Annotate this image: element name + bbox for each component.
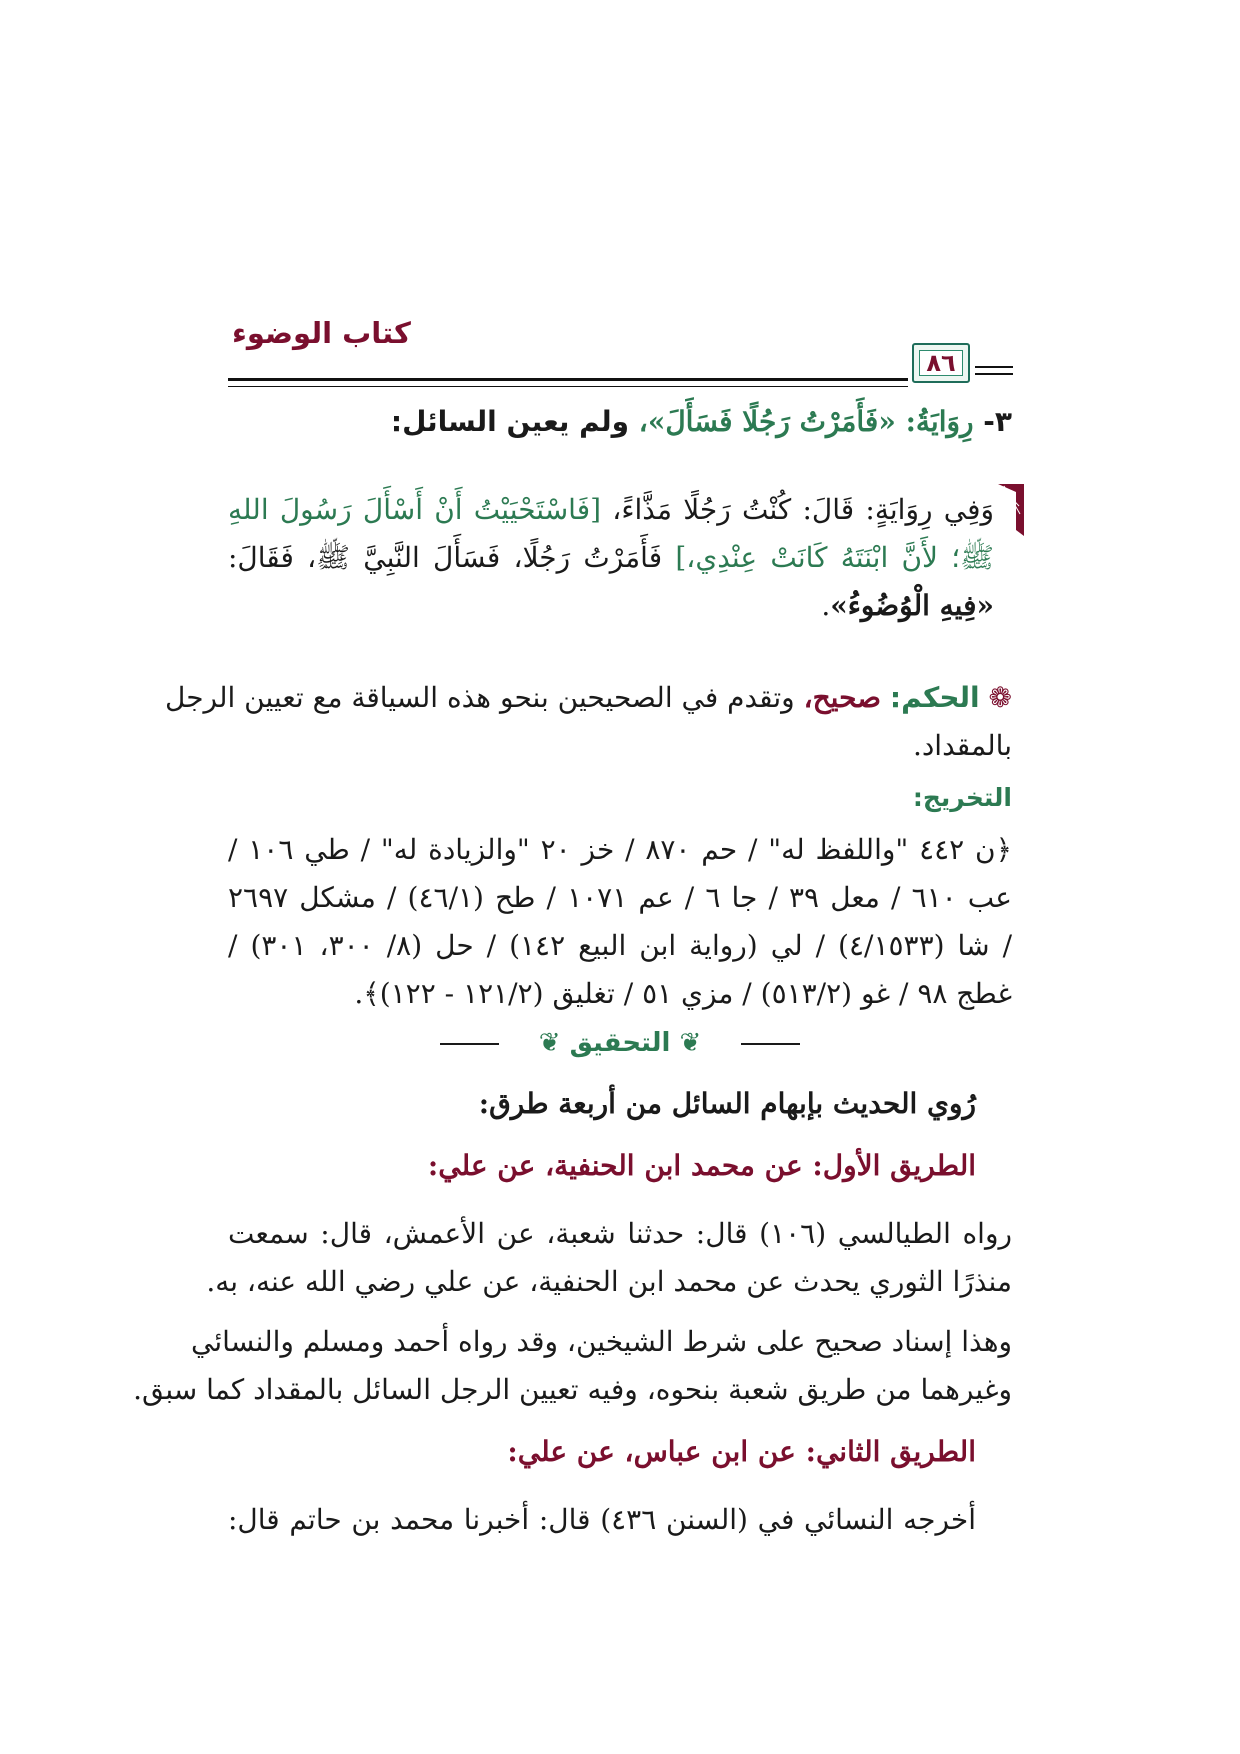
section-number: ٣- [983,405,1012,438]
ruling-text-2: بالمقداد. [912,729,1012,762]
section-title [391,400,1012,444]
takhrij-line-1: ﴿ن ٤٤٢ "واللفظ له" / حم ٨٧٠ / خز ٢٠ "والزيادة له" / طي ١٠٦ / [228,833,1012,866]
ruling-verdict: صحيح، [803,681,881,714]
section-title-rest: ولم يعين السائل: [390,405,630,438]
hadith-quote: «فِيهِ الْوُضُوءُ» [830,589,994,622]
ruling-label: الحكم: [889,681,980,714]
page-number: ٨٦ [919,350,963,376]
section-title-lead: رِوَايَةُ: [905,405,974,438]
tahqiq-intro: رُوي الحديث بإبهام السائل من أربعة طرق: [478,1087,976,1120]
header-rule-right [975,366,1013,368]
route1-para2-line1: وهذا إسناد صحيح على شرط الشيخين، وقد رواه أحمد ومسلم والنسائي [191,1325,1012,1358]
header-rule-right-2 [975,373,1013,375]
section-title-quote: «فَأَمَرْتُ رَجُلًا فَسَأَلَ»، [638,405,896,438]
corner-ornament-icon [998,484,1024,536]
hadith-line-2 [228,536,994,580]
hadith-intro: وَفِي رِوَايَةٍ: قَالَ: كُنْتُ رَجُلًا مَذَّاءً، [612,493,994,526]
header-rule-thin [228,386,908,387]
route1-heading: الطريق الأول: عن محمد ابن الحنفية، عن علي: [427,1149,976,1182]
ruling-line-1 [164,676,1012,720]
hadith-end: . [821,589,831,622]
hadith-insert-1: [فَاسْتَحْيَيْتُ أَنْ أَسْأَلَ رَسُولَ اللهِ [228,493,602,526]
takhrij-heading: التخريج: [912,783,1012,812]
route1-para2-line2: وغيرهما من طريق شعبة بنحوه، وفيه تعيين الرجل السائل بالمقداد كما سبق. [133,1373,1012,1406]
route2-heading: الطريق الثاني: عن ابن عباس، عن علي: [507,1435,976,1468]
divider-ornament-right-icon: ❦ [538,1028,570,1058]
divider-title [440,1028,800,1058]
ruling-text-1: وتقدم في الصحيحين بنحو هذه السياقة مع تعيين الرجل [164,681,795,714]
hadith-insert-2: ﷺ؛ لأَنَّ ابْنَتَهُ كَانَتْ عِنْدِي،] [675,541,995,574]
hadith-text-2: فَأَمَرْتُ رَجُلًا، فَسَأَلَ النَّبِيَّ ﷺ، فَقَالَ: [228,541,663,574]
hadith-line-1 [228,488,994,532]
page-number-badge [912,343,970,383]
ruling-line-2 [913,724,1012,768]
hadith-line-3 [821,584,994,628]
divider-ornament-left-icon: ❦ [670,1028,702,1058]
header-rule-main [228,378,908,381]
divider-label: التحقيق [569,1028,671,1058]
route2-para1: أخرجه النسائي في (السنن ٤٣٦) قال: أخبرنا محمد بن حاتم قال: [228,1503,977,1536]
takhrij-line-2: عب ٦١٠ / معل ٣٩ / جا ٦ / عم ١٠٧١ / طح (٤٦/١) / مشكل ٢٦٩٧ [228,881,1012,914]
tahqiq-divider [440,1028,800,1058]
book-title: كتاب الوضوء [232,316,411,350]
takhrij-line-3: / شا (٤/١٥٣٣) / لي (رواية ابن البيع ١٤٢) / حل (٨/ ٣٠٠، ٣٠١) / [228,929,1012,962]
route1-para1-line2: منذرًا الثوري يحدث عن محمد ابن الحنفية، عن علي رضي الله عنه، به. [206,1265,1012,1298]
flower-ornament-icon: ❁ [988,681,1012,714]
takhrij-line-4: غطج ٩٨ / غو (٥١٣/٢) / مزي ٥١ / تغليق (١٢١/٢ - ١٢٢)﴾. [354,977,1012,1010]
route1-para1-line1: رواه الطيالسي (١٠٦) قال: حدثنا شعبة، عن الأعمش، قال: سمعت [228,1217,1012,1250]
